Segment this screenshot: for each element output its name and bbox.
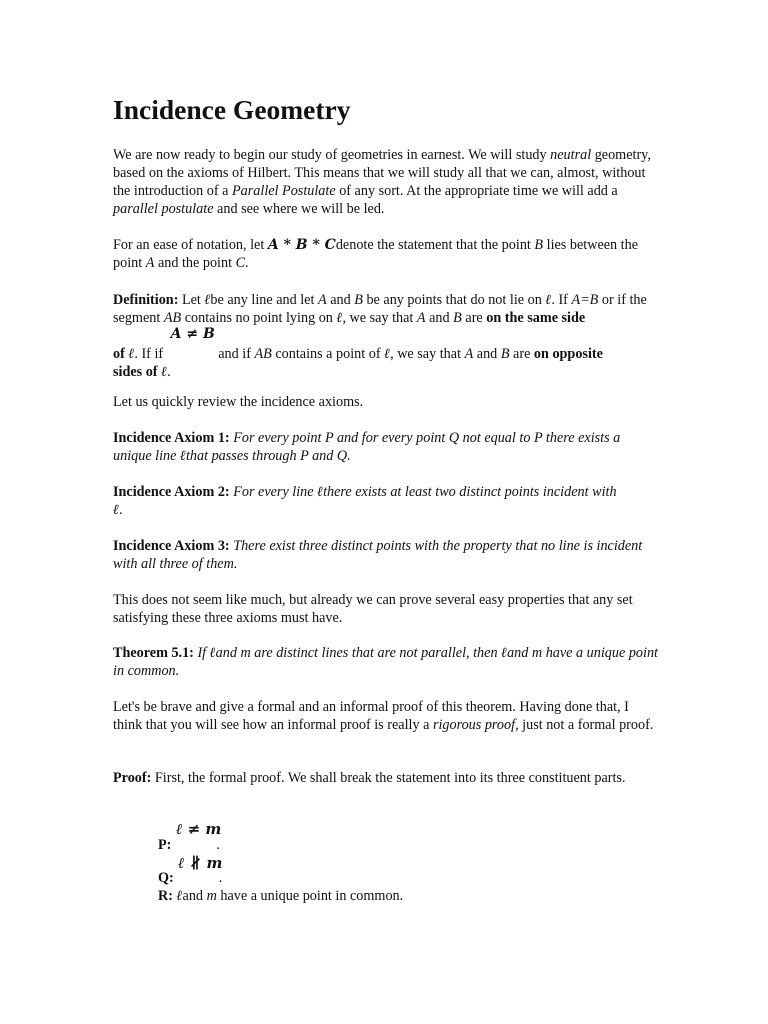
page-title: Incidence Geometry [113,94,351,125]
definition-paragraph-part1: Definition: Let ℓbe any line and let A and B be any points that do not lie on ℓ. If A=B or if the segment AB contains no point lying on ℓ, we say that A and B are on the same side [113,292,647,326]
notation-paragraph: For an ease of notation, let A * B * Cdenote the statement that the point B lies between the point A and the point C. [113,237,639,271]
proposition-p-label: P: . [158,837,220,853]
not-equal-formula: A ≠ B [170,326,215,342]
proposition-r: R: ℓand m have a unique point in common. [158,888,404,904]
proposition-q-formula: ℓ ∦ m [178,854,223,872]
betweenness-symbol: A * B * C [267,237,336,253]
intro-paragraph: We are now ready to begin our study of geometries in earnest. We will study neutral geometry, based on the axioms of Hilbert. This means that we will study all that we can, almost, without the introduction of a Parallel Postulate of any sort. At the appropriate time we will add a parallel postulate and see where we will be led. [113,147,651,217]
theorem-5-1: Theorem 5.1: If ℓand m are distinct lines that are not parallel, then ℓand m have a unique point in common. [113,645,658,679]
definition-paragraph-part2: of ℓ. If if A ≠ B and if AB contains a point of ℓ, we say that A and B are on opposite sides of ℓ. [113,326,603,380]
incidence-axiom-2: Incidence Axiom 2: For every line ℓthere exists at least two distinct points incident with ℓ. [113,484,617,518]
incidence-axiom-3: Incidence Axiom 3: There exist three distinct points with the property that no line is incident with all three of them. [113,538,643,572]
line-ell-symbol: ℓ [204,292,211,308]
proof-paragraph: Proof: First, the formal proof. We shall break the statement into its three constituent parts. [113,770,626,786]
review-paragraph: Let us quickly review the incidence axioms. [113,394,364,410]
proposition-q-label: Q: . [158,870,223,886]
incidence-axiom-1: Incidence Axiom 1: For every point P and for every point Q not equal to P there exists a unique line ℓthat passes through P and Q. [113,430,621,464]
brave-paragraph: Let's be brave and give a formal and an informal proof of this theorem. Having done that, I think that you will see how an informal proof is really a rigorous proof, just not a formal proof. [113,699,654,733]
proposition-p-formula: ℓ ≠ m [176,820,222,838]
remark-paragraph: This does not seem like much, but already we can prove several easy properties that any set satisfying these three axioms must have. [113,592,633,626]
